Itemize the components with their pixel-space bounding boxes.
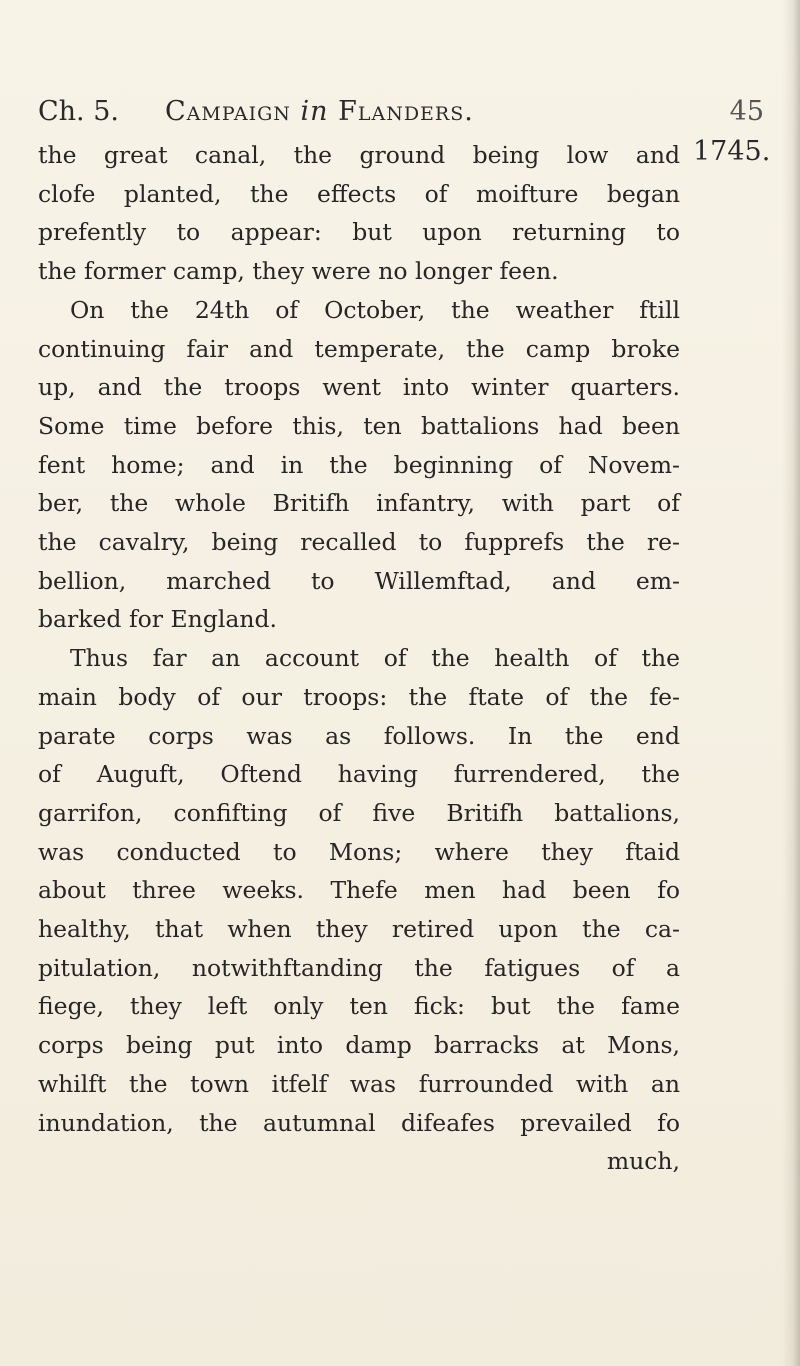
text-line: ber, the whole Britifh infantry, with part of [38,489,680,518]
text-line: healthy, that when they retired upon the ca- [38,915,680,944]
text-line: fiege, they left only ten fick: but the fame [38,992,680,1021]
text-line: parate corps was as follows. In the end [38,721,680,750]
text-line: continuing fair and temperate, the camp broke [38,334,680,363]
text-line: pitulation, notwithftanding the fatigues of a [38,953,680,982]
text-line: up, and the troops went into winter quarters. [38,373,680,402]
text-line: fent home; and in the beginning of Novem- [38,450,680,479]
text-line: Some time before this, ten battalions had been [38,411,680,440]
text-line: the great canal, the ground being low and [38,141,680,169]
text-line: barked for England. [38,605,278,634]
page-number: 45 [729,96,764,127]
text-line: clofe planted, the effects of moifture began [38,179,680,208]
text-line: the former camp, they were no longer feen. [38,257,559,286]
text-line: garrifon, confifting of five Britifh battalions, [38,798,680,827]
text-line: of Auguft, Oftend having furrendered, the [38,760,680,789]
running-title [165,96,474,127]
text-line: Thus far an account of the health of the [70,644,680,673]
text-line: the cavalry, being recalled to fupprefs the re- [38,528,680,557]
title-in: in [300,96,329,127]
page-edge-shadow [782,0,800,1366]
body-text [38,136,680,1181]
text-line: inundation, the autumnal difeafes prevailed fo [38,1108,680,1137]
text-line: prefently to appear: but upon returning to [38,218,680,247]
title-flanders: Flanders. [338,96,474,127]
title-campaign: Campaign [165,96,291,127]
text-line: On the 24th of October, the weather ftill [70,295,680,324]
chapter-label: Ch. 5. [38,96,119,127]
catchword: much, [606,1147,680,1176]
running-header [38,96,768,136]
text-line: about three weeks. Thefe men had been fo [38,876,680,905]
text-line: bellion, marched to Willemftad, and em- [38,566,680,595]
margin-year: 1745. [693,136,771,167]
text-line: corps being put into damp barracks at Mons, [38,1031,680,1060]
text-line: whilft the town itfelf was furrounded with an [38,1069,680,1098]
text-line: was conducted to Mons; where they ftaid [38,837,680,866]
text-line: main body of our troops: the ftate of the fe- [38,682,680,711]
